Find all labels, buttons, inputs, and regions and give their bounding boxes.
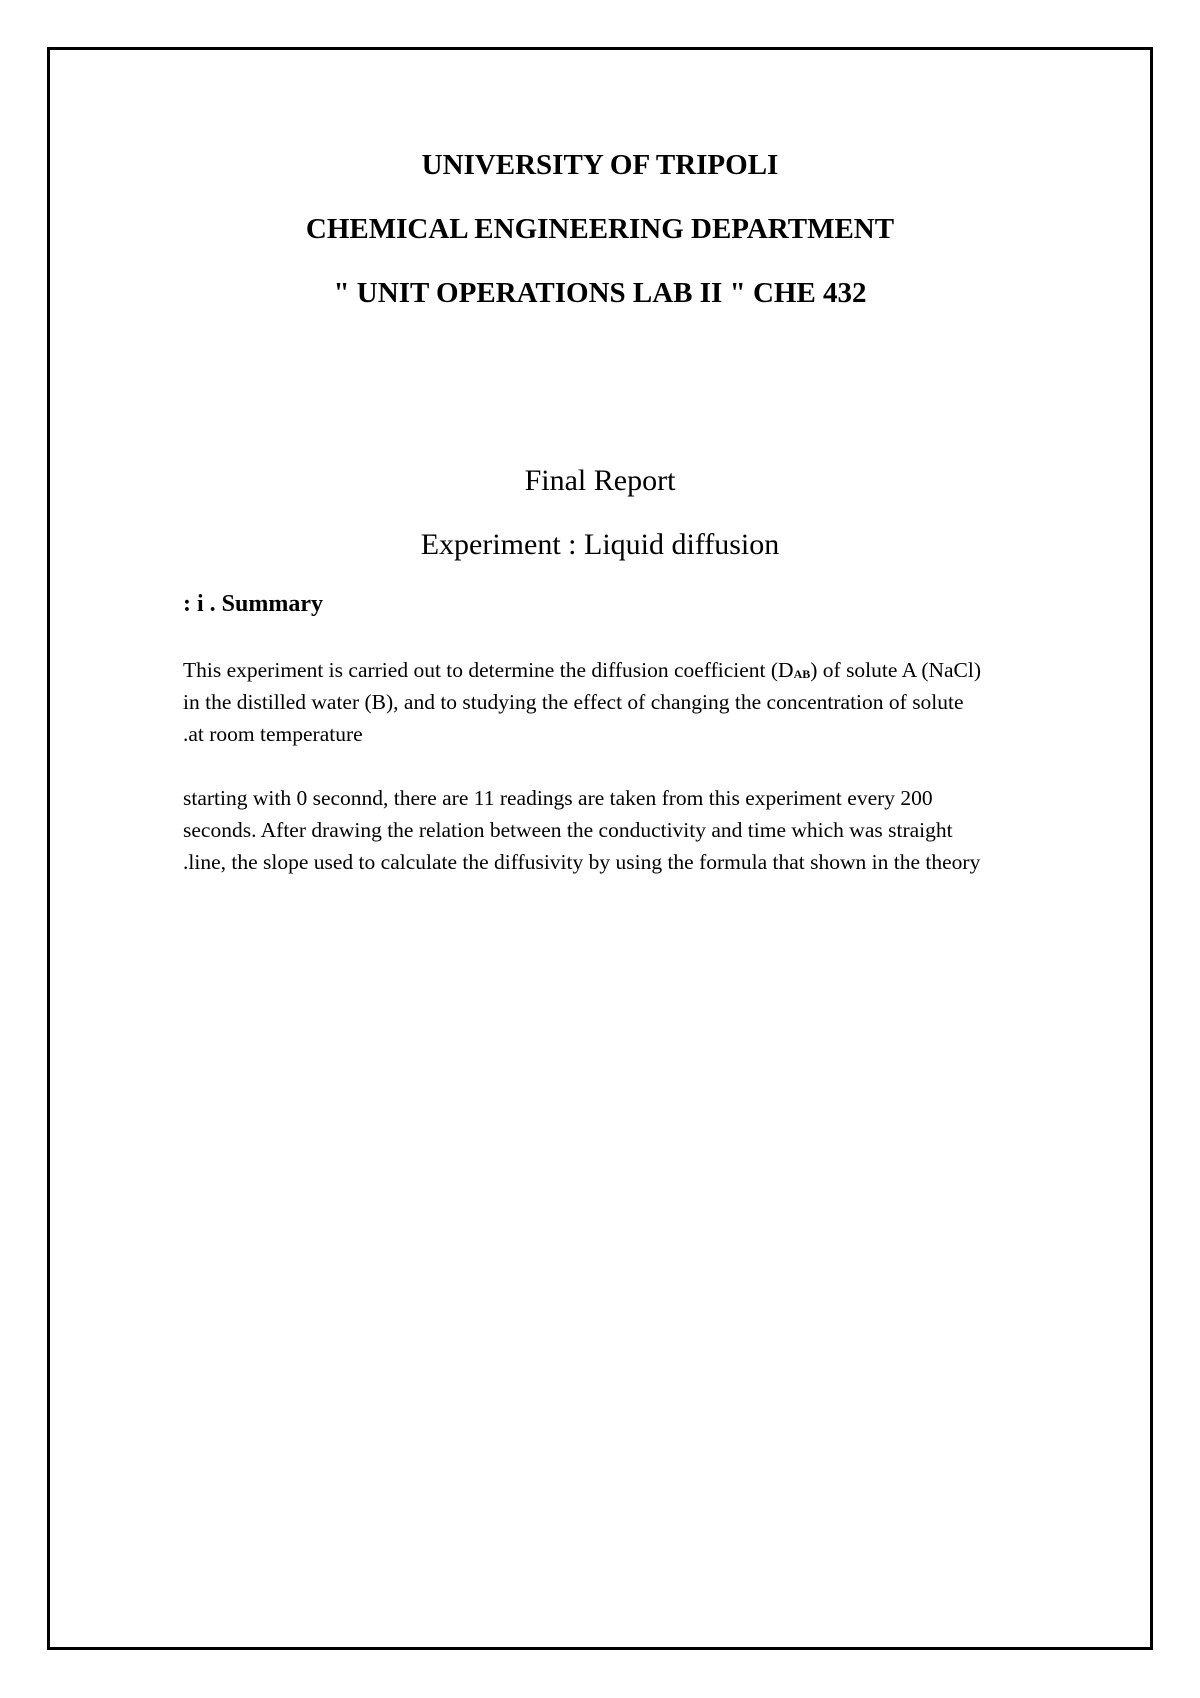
text-segment: This experiment is carried out to determine the diffusion coefficient (D: [183, 658, 794, 682]
department-name: CHEMICAL ENGINEERING DEPARTMENT: [305, 213, 895, 245]
paragraph-2-line-3: .line, the slope used to calculate the diffusivity by using the formula that shown in the theory: [183, 850, 981, 874]
paragraph-1-line-1: [183, 656, 981, 684]
text-segment: ) of solute A (NaCl): [810, 658, 982, 682]
paragraph-2-line-2: seconds. After drawing the relation between the conductivity and time which was straight: [183, 818, 953, 842]
university-name: UNIVERSITY OF TRIPOLI: [421, 149, 779, 181]
paragraph-1-line-3: .at room temperature: [183, 722, 363, 746]
subscript-ab: AB: [793, 667, 811, 681]
paragraph-2-line-1: starting with 0 seconnd, there are 11 readings are taken from this experiment every 200: [183, 786, 933, 810]
report-title: Final Report: [524, 464, 676, 497]
summary-heading: : i . Summary: [183, 591, 323, 617]
course-title: " UNIT OPERATIONS LAB II " CHE 432: [333, 277, 867, 309]
paragraph-1-line-2: in the distilled water (B), and to studying the effect of changing the concentration of solute: [183, 690, 964, 714]
experiment-title: Experiment : Liquid diffusion: [420, 528, 780, 561]
